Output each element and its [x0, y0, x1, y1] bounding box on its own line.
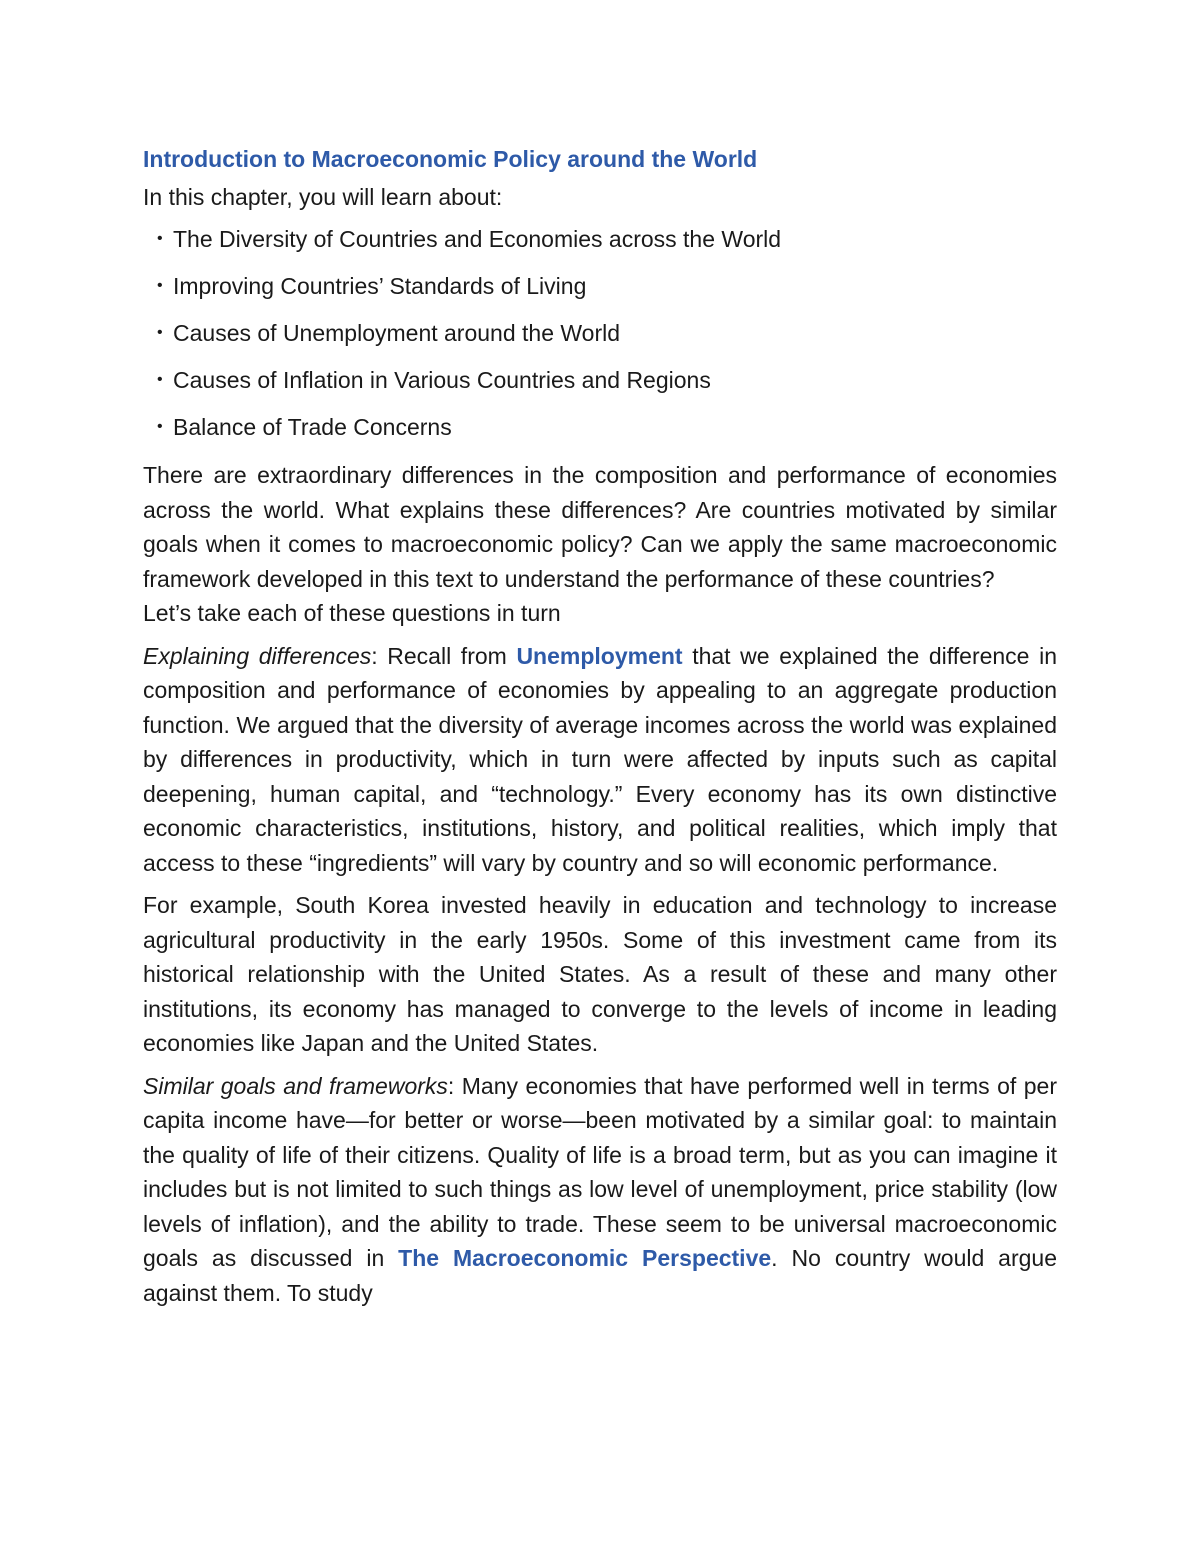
paragraph-text: . No country would argue against them. To study — [143, 1245, 1058, 1306]
bullet-icon: • — [157, 230, 163, 247]
link-macroeconomic-perspective[interactable]: The Macroeconomic Perspective — [398, 1245, 772, 1271]
paragraph-text: : Recall from — [371, 642, 517, 669]
paragraph-south-korea-example: For example, South Korea invested heavily in education and technology to increase agricultural productivity in the early 1950s. Some of this investment came from its historical relationship with the United States. As a result of these and many other institutions, its economy has managed to converge to the levels of income in leading economies like Japan and the United States. — [143, 892, 1057, 1056]
list-item — [143, 363, 1057, 397]
document-page — [143, 142, 1057, 1318]
topic-text: Improving Countries’ Standards of Living — [173, 273, 587, 299]
paragraph-text: that we explained the difference in composition and performance of economies by appealing to an aggregate production function. We argued that the diversity of average incomes across the world was explained by differences in productivity, which in turn were affected by inputs such as capital deepening, human capital, and “technology.” Every economy has its own distinctive economic characteristics, institutions, history, and political realities, which imply that access to these “ingredients” will vary by country and so will economic performance. — [143, 642, 1057, 876]
bullet-icon: • — [157, 277, 163, 294]
link-unemployment[interactable]: Unemployment — [516, 642, 683, 669]
bullet-icon: • — [157, 418, 163, 435]
intro-line: In this chapter, you will learn about: — [143, 184, 503, 210]
paragraph-questions-in-turn: Let’s take each of these questions in turn — [143, 600, 561, 626]
paragraph-explaining-differences — [143, 639, 1057, 881]
italic-term: Explaining differences — [143, 642, 372, 669]
bullet-icon: • — [157, 324, 163, 341]
list-item — [143, 222, 1057, 256]
topic-text: Causes of Unemployment around the World — [173, 320, 621, 346]
list-item — [143, 269, 1057, 303]
paragraph-similar-goals — [143, 1069, 1057, 1311]
topic-text: Balance of Trade Concerns — [173, 414, 452, 440]
topic-list — [143, 222, 1057, 444]
topic-text: Causes of Inflation in Various Countries and Regions — [173, 367, 711, 393]
paragraph-text: : Many economies that have performed well in terms of per capita income have—for better or worse—been motivated by a similar goal: to maintain the quality of life of their citizens. Quality of life is a broad term, but as you can imagine it includes but is not limited to such things as low level of unemployment, price stability (low levels of inflation), and the ability to trade. These seem to be universal macroeconomic goals as discussed in — [143, 1072, 1057, 1271]
paragraph-differences-intro: There are extraordinary differences in the composition and performance of economies across the world. What explains these differences? Are countries motivated by similar goals when it comes to macroeconomic policy? Can we apply the same macroeconomic framework developed in this text to understand the performance of these countries? — [143, 462, 1057, 592]
bullet-icon: • — [157, 371, 163, 388]
italic-term: Similar goals and frameworks — [143, 1072, 448, 1099]
topic-text: The Diversity of Countries and Economies across the World — [173, 226, 782, 252]
list-item — [143, 316, 1057, 350]
list-item — [143, 410, 1057, 444]
chapter-heading: Introduction to Macroeconomic Policy around the World — [143, 146, 758, 172]
